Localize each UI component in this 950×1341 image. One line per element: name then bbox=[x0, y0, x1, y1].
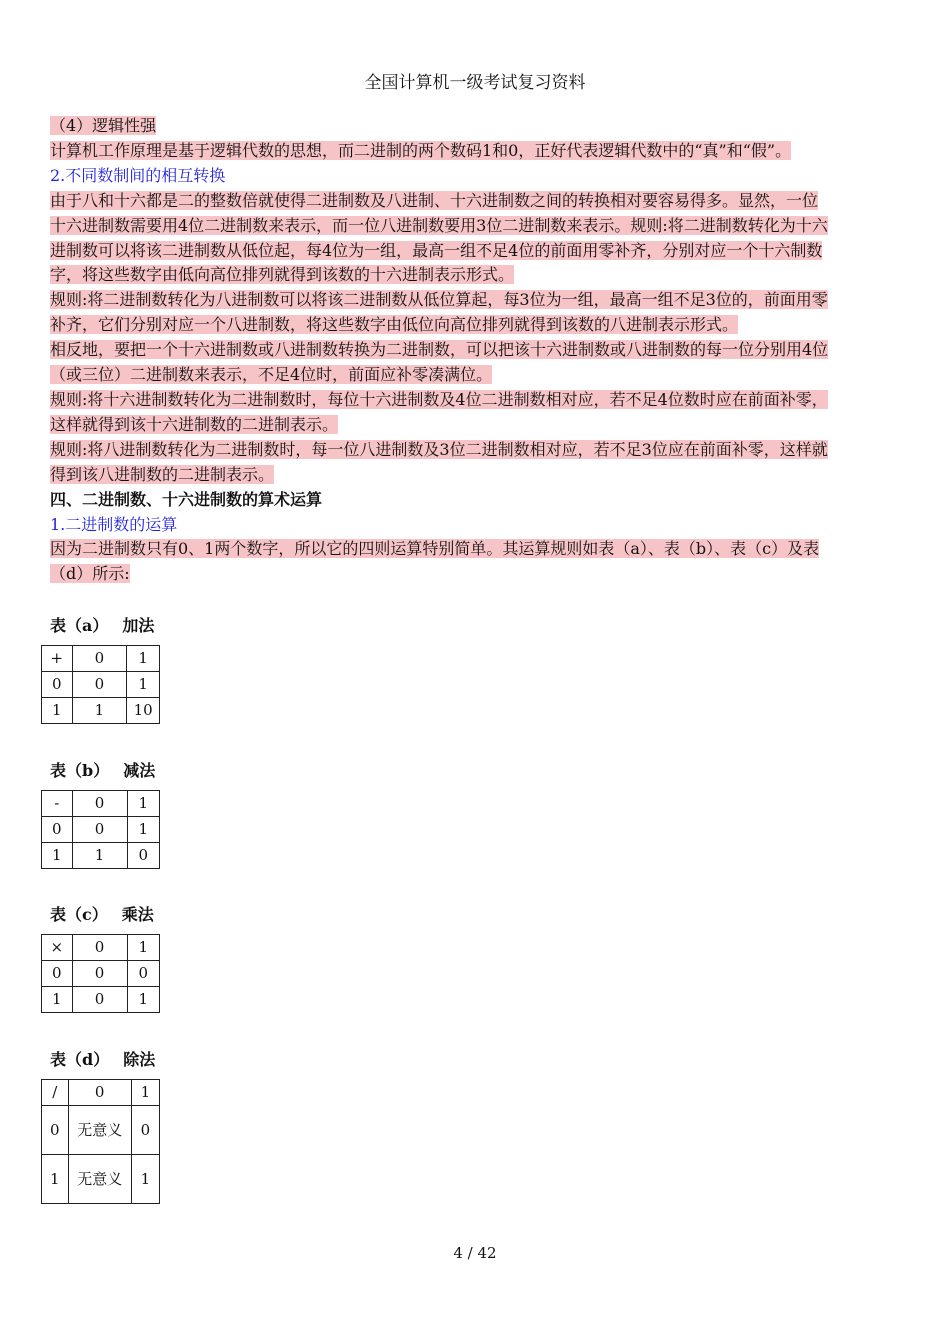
paragraph-rule-octal-to-binary bbox=[50, 438, 858, 463]
text-line: 由于八和十六都是二的整数倍就使得二进制数及八进制、十六进制数之间的转换相对要容易得多。显然，一位 bbox=[50, 190, 819, 210]
paragraph-logic-principle bbox=[50, 139, 858, 164]
text-line: 得到该八进制数的二进制表示。 bbox=[50, 464, 275, 484]
table-cell: 0 bbox=[72, 646, 127, 672]
table-operation: 减法 bbox=[123, 761, 156, 780]
subsection-heading-binary-ops: 1.二进制数的运算 bbox=[50, 514, 178, 534]
table-cell: 无意义 bbox=[68, 1106, 131, 1155]
table-row bbox=[42, 672, 160, 698]
table-cell: 0 bbox=[72, 987, 127, 1013]
text-line: （d）所示: bbox=[50, 564, 130, 584]
table-row bbox=[42, 791, 160, 817]
page-number: 4 / 42 bbox=[453, 1244, 497, 1262]
table-a-title bbox=[50, 613, 154, 636]
table-cell: 1 bbox=[42, 843, 73, 869]
table-operation: 除法 bbox=[123, 1050, 156, 1069]
document-body bbox=[50, 114, 858, 587]
multiplication-table bbox=[41, 934, 160, 1013]
text-line: 因为二进制数只有0、1两个数字，所以它的四则运算特别简单。其运算规则如表（a）、表（b）、表（c）及表 bbox=[50, 539, 820, 559]
table-cell: 1 bbox=[42, 1155, 69, 1204]
paragraph-rule-hex-to-binary bbox=[50, 388, 858, 413]
table-cell: × bbox=[42, 935, 73, 961]
table-d-title bbox=[50, 1047, 155, 1070]
table-cell: 1 bbox=[127, 935, 160, 961]
table-cell: 0 bbox=[127, 961, 160, 987]
table-cell: 0 bbox=[68, 1080, 131, 1106]
paragraph-arithmetic-intro bbox=[50, 537, 858, 562]
table-row bbox=[42, 698, 160, 724]
text-line: 补齐，它们分别对应一个八进制数，将这些数字由低位向高位排列就得到该数的八进制表示形式。 bbox=[50, 315, 739, 335]
table-cell: 0 bbox=[42, 672, 73, 698]
table-cell: 0 bbox=[127, 843, 160, 869]
table-row bbox=[42, 1080, 160, 1106]
text-line: 这样就得到该十六进制数的二进制表示。 bbox=[50, 414, 339, 434]
table-label: 表（d） bbox=[50, 1050, 110, 1069]
text-line: 计算机工作原理是基于逻辑代数的思想，而二进制的两个数码1和0，正好代表逻辑代数中的“真”和“假”。 bbox=[50, 140, 792, 160]
table-row bbox=[42, 1155, 160, 1204]
table-cell: 1 bbox=[127, 987, 160, 1013]
section-heading-conversion: 2.不同数制间的相互转换 bbox=[50, 165, 226, 185]
subtraction-table bbox=[41, 790, 160, 869]
text-line: 字，将这些数字由低向高位排列就得到该数的十六进制表示形式。 bbox=[50, 265, 515, 285]
text-line: 十六进制数需要用4位二进制数来表示，而一位八进制数要用3位二进制数来表示。规则:将二进制数转化为十六 bbox=[50, 215, 828, 235]
table-cell: 1 bbox=[127, 672, 160, 698]
table-cell: 1 bbox=[127, 791, 160, 817]
table-c-title bbox=[50, 902, 154, 925]
table-label: 表（c） bbox=[50, 905, 108, 924]
text-line: 相反地，要把一个十六进制数或八进制数转换为二进制数，可以把该十六进制数或八进制数的每一位分别用4位 bbox=[50, 340, 829, 360]
table-operation: 乘法 bbox=[121, 905, 154, 924]
paragraph-rule-octal bbox=[50, 288, 858, 313]
table-cell: 1 bbox=[72, 698, 127, 724]
table-cell: - bbox=[42, 791, 73, 817]
table-row bbox=[42, 961, 160, 987]
table-cell: 1 bbox=[131, 1155, 159, 1204]
table-cell: 0 bbox=[72, 672, 127, 698]
table-cell: / bbox=[42, 1080, 69, 1106]
page-header-title: 全国计算机一级考试复习资料 bbox=[364, 73, 586, 93]
table-cell: 0 bbox=[42, 961, 73, 987]
table-cell: 10 bbox=[127, 698, 160, 724]
table-cell: 1 bbox=[42, 987, 73, 1013]
text-line: 进制数可以将该二进制数从低位起，每4位为一组，最高一组不足4位的前面用零补齐，分别对应一个十六制数 bbox=[50, 240, 823, 260]
table-cell: 0 bbox=[72, 817, 127, 843]
table-label: 表（b） bbox=[50, 761, 110, 780]
text-line: （或三位）二进制数来表示，不足4位时，前面应补零凑满位。 bbox=[50, 365, 493, 385]
table-operation: 加法 bbox=[122, 616, 155, 635]
table-cell: 无意义 bbox=[68, 1155, 131, 1204]
division-table bbox=[41, 1079, 160, 1204]
table-cell: 0 bbox=[72, 935, 127, 961]
table-cell: 1 bbox=[127, 817, 160, 843]
table-cell: 1 bbox=[127, 646, 160, 672]
paragraph-conversion bbox=[50, 189, 858, 214]
table-b-title bbox=[50, 758, 155, 781]
table-label: 表（a） bbox=[50, 616, 109, 635]
table-row bbox=[42, 843, 160, 869]
table-cell: 0 bbox=[131, 1106, 159, 1155]
table-row bbox=[42, 935, 160, 961]
paragraph-reverse-conversion bbox=[50, 338, 858, 363]
addition-table bbox=[41, 645, 160, 724]
table-cell: 1 bbox=[72, 843, 127, 869]
text-line: （4）逻辑性强 bbox=[50, 116, 157, 135]
text-line: 规则:将二进制数转化为八进制数可以将该二进制数从低位算起，每3位为一组，最高一组不足3位的，前面用零 bbox=[50, 290, 828, 310]
table-cell: 0 bbox=[42, 1106, 69, 1155]
table-cell: 0 bbox=[72, 791, 127, 817]
section-heading-arithmetic: 四、二进制数、十六进制数的算术运算 bbox=[50, 489, 323, 509]
paragraph-heading-logic bbox=[50, 114, 858, 139]
text-line: 规则:将十六进制数转化为二进制数时，每位十六进制数及4位二进制数相对应，若不足4位数时应在前面补零， bbox=[50, 389, 828, 409]
table-row bbox=[42, 817, 160, 843]
table-cell: + bbox=[42, 646, 73, 672]
table-cell: 0 bbox=[72, 961, 127, 987]
text-line: 规则:将八进制数转化为二进制数时，每一位八进制数及3位二进制数相对应，若不足3位应在前面补零，这样就 bbox=[50, 439, 828, 459]
table-row bbox=[42, 987, 160, 1013]
table-cell: 1 bbox=[131, 1080, 159, 1106]
table-cell: 0 bbox=[42, 817, 73, 843]
table-row bbox=[42, 646, 160, 672]
table-cell: 1 bbox=[42, 698, 73, 724]
table-row bbox=[42, 1106, 160, 1155]
